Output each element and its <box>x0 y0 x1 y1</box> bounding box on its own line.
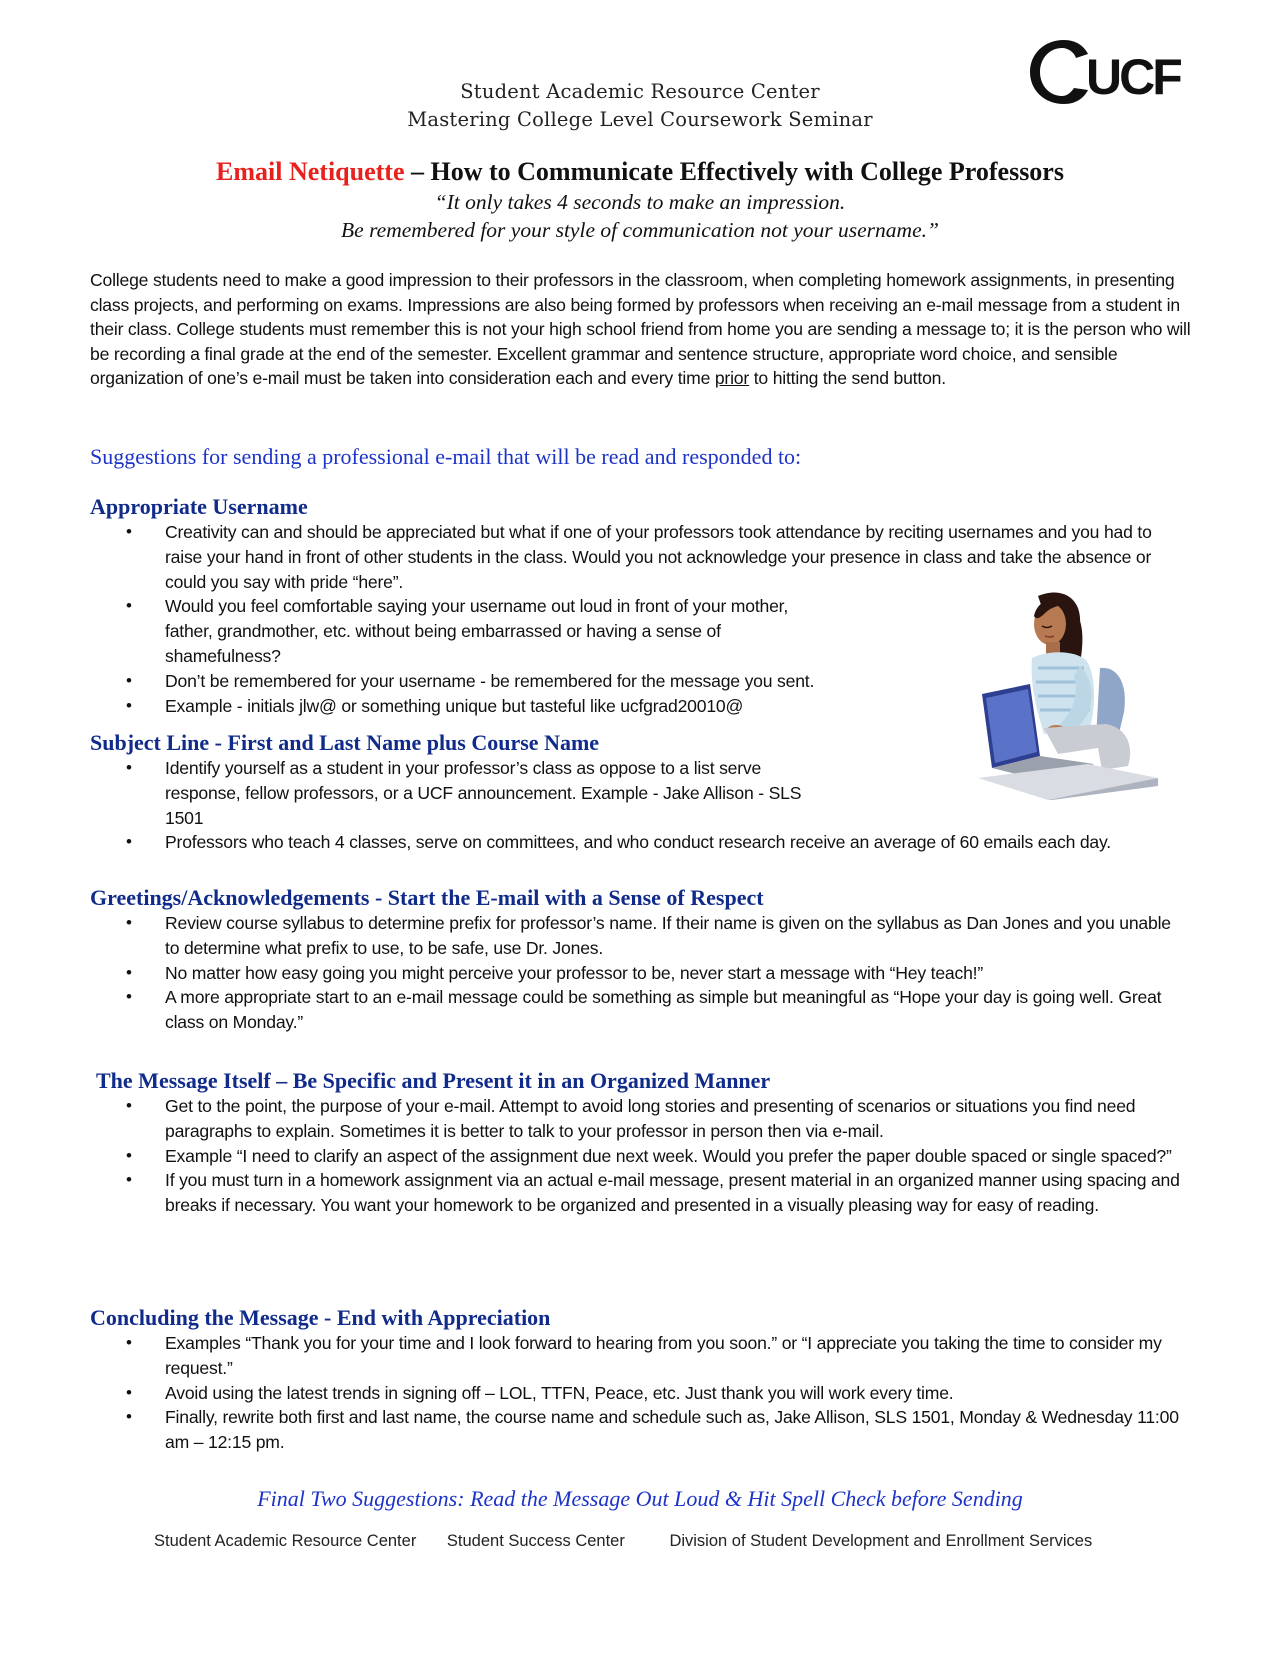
section-concluding <box>90 1305 1180 1455</box>
footer-item: Student Academic Resource Center <box>154 1532 417 1550</box>
suggestions-heading: Suggestions for sending a professional e-mail that will be read and responded to: <box>90 444 802 469</box>
logo-text: UCF <box>1086 49 1180 105</box>
list-item: • Would you feel comfortable saying your username out loud in front of your mother, father, grandmother, etc. without being embarrassed or having a sense of shamefulness? <box>90 594 805 668</box>
list-item: • Example - initials jlw@ or something unique but tasteful like ucfgrad20010@ <box>90 694 1180 719</box>
quote-line-1: “It only takes 4 seconds to make an impression. <box>434 190 846 214</box>
footer <box>154 1532 1092 1551</box>
footer-item: Division of Student Development and Enrollment Services <box>669 1532 1093 1550</box>
list-item: • A more appropriate start to an e-mail message could be something as simple but meaningful as “Hope your day is going well. Great class on Monday.” <box>90 985 1180 1035</box>
title-rest: – How to Communicate Effectively with College Professors <box>404 157 1064 186</box>
quote-line-2: Be remembered for your style of communication not your username.” <box>341 218 939 242</box>
woman-laptop-illustration <box>978 588 1158 800</box>
bullet-list <box>90 1094 1180 1218</box>
intro-text-end: to hitting the send button. <box>749 368 946 389</box>
list-item: • Identify yourself as a student in your professor’s class as oppose to a list serve response, fellow professors, or a UCF announcement. Example - Jake Allison - SLS 1501 <box>90 756 825 830</box>
section-heading: Appropriate Username <box>90 494 308 519</box>
page-title <box>0 156 1280 188</box>
bullet-list <box>90 911 1180 1035</box>
list-item: • Avoid using the latest trends in signing off – LOL, TTFN, Peace, etc. Just thank you will work every time. <box>90 1381 1180 1406</box>
header-line-2: Mastering College Level Coursework Seminar <box>407 108 873 131</box>
final-suggestions: Final Two Suggestions: Read the Message Out Loud & Hit Spell Check before Sending <box>257 1486 1023 1511</box>
list-item: • Examples “Thank you for your time and I look forward to hearing from you soon.” or “I appreciate you taking the time to consider my request.” <box>90 1331 1180 1381</box>
list-item: • Creativity can and should be appreciated but what if one of your professors took attendance by reciting usernames and you had to raise your hand in front of other students in the class. Would you not acknowledge your presence in class and take the absence or could you say with pride “here”. <box>90 520 1180 594</box>
intro-paragraph <box>90 268 1200 391</box>
list-item: • Finally, rewrite both first and last name, the course name and schedule such as, Jake Allison, SLS 1501, Monday & Wednesday 11:00 am – 12:15 pm. <box>90 1405 1180 1455</box>
list-item: • Professors who teach 4 classes, serve on committees, and who conduct research receive an average of 60 emails each day. <box>90 830 1180 855</box>
list-item: • Example “I need to clarify an aspect of the assignment due next week. Would you prefer the paper double spaced or single spaced?” <box>90 1144 1180 1169</box>
intro-text: College students need to make a good impression to their professors in the classroom, when completing homework assignments, in presenting class projects, and performing on exams. Impressions are also being formed by professors when receiving an e-mail message from a student in their class. College students must remember this is not your high school friend from home you are sending a message to; it is the person who will be recording a final grade at the end of the semester. Excellent grammar and sentence structure, appropriate word choice, and sensible organization of one’s e-mail must be taken into consideration each and every time <box>90 270 1191 389</box>
section-heading: The Message Itself – Be Specific and Present it in an Organized Manner <box>96 1068 771 1093</box>
section-heading: Greetings/Acknowledgements - Start the E-mail with a Sense of Respect <box>90 885 764 910</box>
list-item: • Review course syllabus to determine prefix for professor’s name. If their name is given on the syllabus as Dan Jones and you unable to determine what prefix to use, to be safe, use Dr. Jones. <box>90 911 1180 961</box>
section-heading: Concluding the Message - End with Appreciation <box>90 1305 551 1330</box>
section-message <box>96 1068 1180 1218</box>
list-item: • Get to the point, the purpose of your e-mail. Attempt to avoid long stories and presenting of scenarios or situations you find need paragraphs to explain. Sometimes it is better to talk to your professor in person then via e-mail. <box>90 1094 1180 1144</box>
list-item: • If you must turn in a homework assignment via an actual e-mail message, present material in an organized manner using spacing and breaks if necessary. You want your homework to be organized and presented in a visually pleasing way for easy of reading. <box>90 1168 1180 1218</box>
header-line-1: Student Academic Resource Center <box>460 80 820 103</box>
section-greetings <box>90 885 1180 1035</box>
intro-underlined: prior <box>714 368 750 389</box>
list-item: • Don’t be remembered for your username - be remembered for the message you sent. <box>90 669 1180 694</box>
title-highlight: Email Netiquette <box>216 157 405 186</box>
bullet-list <box>90 1331 1180 1455</box>
list-item: • No matter how easy going you might perceive your professor to be, never start a message with “Hey teach!” <box>90 961 1180 986</box>
section-heading: Subject Line - First and Last Name plus Course Name <box>90 730 600 755</box>
header <box>0 78 1280 134</box>
quote <box>0 188 1280 244</box>
footer-item: Student Success Center <box>446 1532 625 1550</box>
